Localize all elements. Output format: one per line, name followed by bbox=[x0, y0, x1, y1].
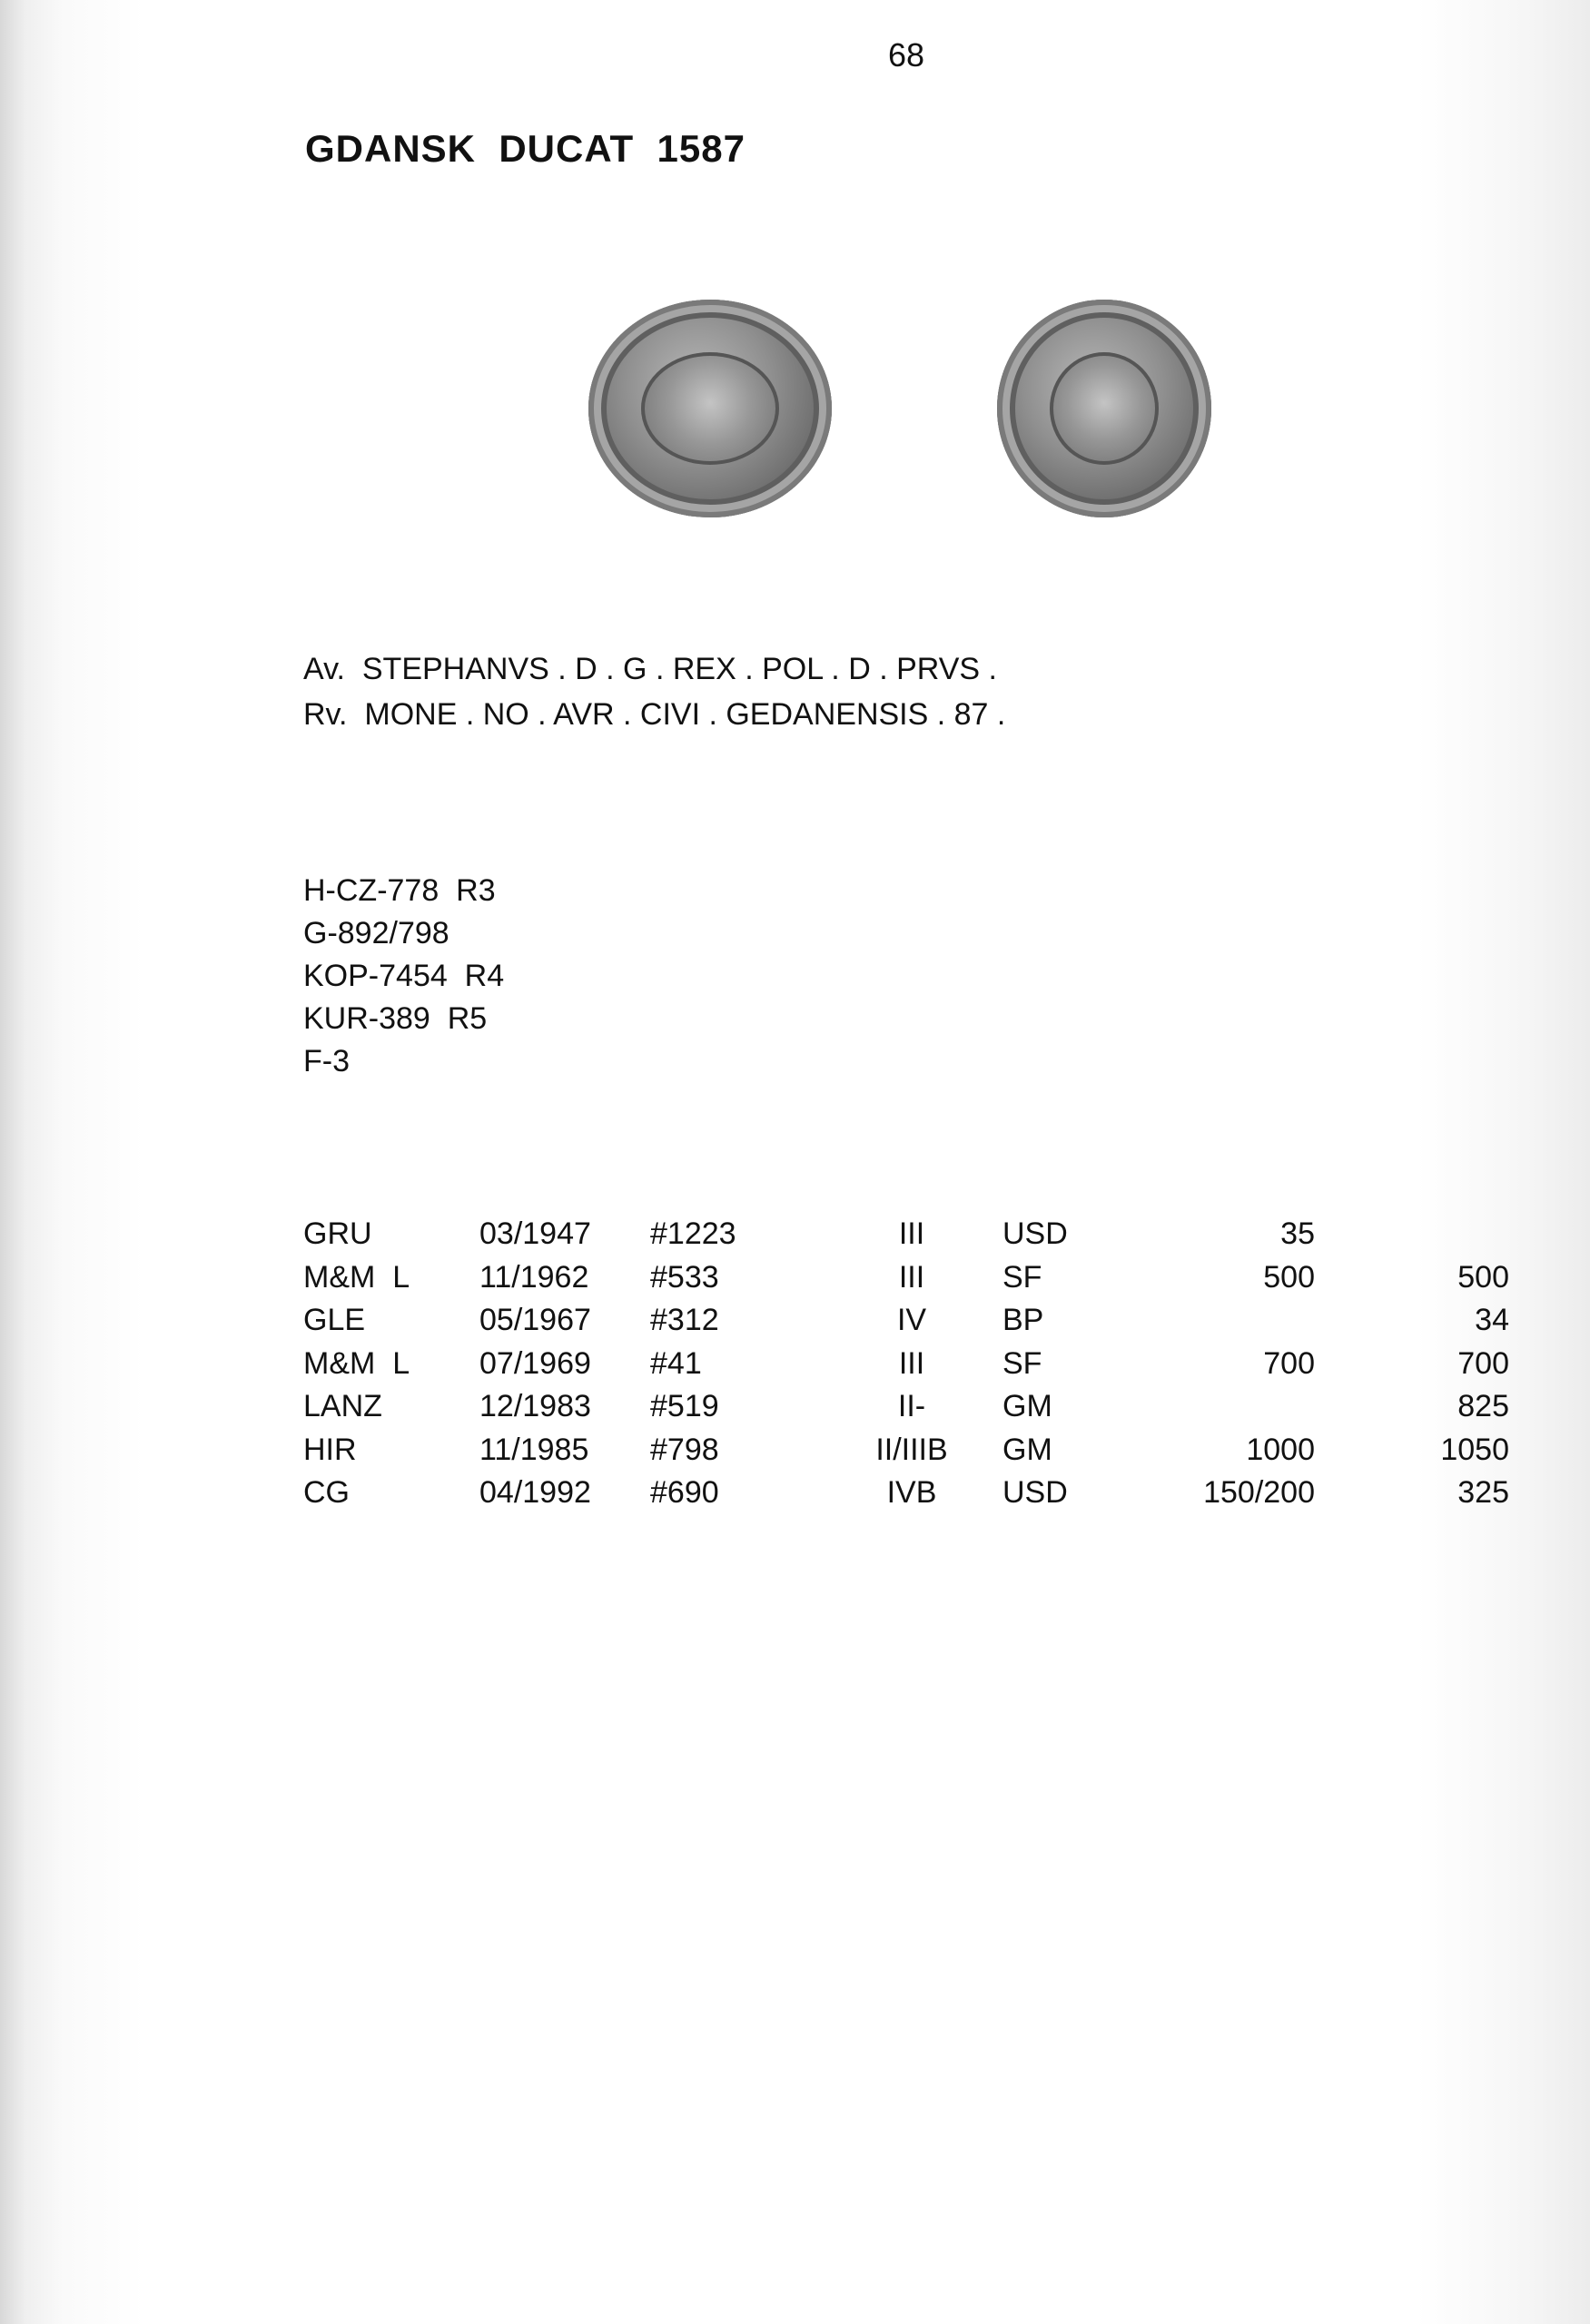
lot-number: #41 bbox=[650, 1345, 702, 1381]
currency: USD bbox=[1002, 1475, 1068, 1510]
currency: SF bbox=[1002, 1259, 1042, 1295]
estimate: 1000 bbox=[1246, 1432, 1315, 1467]
estimate: 700 bbox=[1263, 1345, 1315, 1381]
grade: IVB bbox=[886, 1475, 937, 1510]
estimate: 35 bbox=[1280, 1216, 1315, 1251]
table-row bbox=[303, 1343, 1511, 1386]
page-number: 68 bbox=[888, 36, 925, 74]
reference-item: G-892/798 bbox=[303, 916, 449, 950]
coin-reverse-image bbox=[997, 300, 1211, 517]
realized-price: 1050 bbox=[1440, 1432, 1509, 1467]
sale-date: 07/1969 bbox=[479, 1345, 591, 1381]
reference-item: KUR-389 R5 bbox=[303, 1001, 488, 1036]
lot-number: #1223 bbox=[650, 1216, 736, 1251]
realized-price: 500 bbox=[1457, 1259, 1509, 1295]
auction-house: LANZ bbox=[303, 1389, 382, 1423]
table-row bbox=[303, 1299, 1511, 1343]
lot-number: #533 bbox=[650, 1259, 719, 1295]
reference-item: H-CZ-778 R3 bbox=[303, 873, 496, 908]
reference-item: KOP-7454 R4 bbox=[303, 959, 505, 993]
realized-price: 325 bbox=[1457, 1475, 1509, 1510]
currency: BP bbox=[1002, 1303, 1044, 1337]
estimate: 150/200 bbox=[1203, 1475, 1315, 1510]
grade: III bbox=[898, 1345, 925, 1381]
table-row bbox=[303, 1429, 1511, 1472]
page-title: GDANSK DUCAT 1587 bbox=[305, 127, 746, 170]
estimate: 500 bbox=[1263, 1259, 1315, 1295]
table-row bbox=[303, 1385, 1511, 1429]
currency: USD bbox=[1002, 1216, 1068, 1251]
auction-house: M&M L bbox=[303, 1345, 410, 1381]
auction-house: M&M L bbox=[303, 1259, 410, 1295]
lot-number: #312 bbox=[650, 1303, 719, 1337]
grade: II/IIIB bbox=[875, 1432, 948, 1467]
grade: III bbox=[898, 1216, 925, 1251]
grade: IV bbox=[896, 1303, 927, 1337]
sale-date: 03/1947 bbox=[479, 1216, 591, 1251]
grade: II- bbox=[897, 1389, 926, 1423]
sale-date: 12/1983 bbox=[479, 1389, 591, 1423]
auction-sales-table bbox=[303, 1213, 1511, 1515]
reference-item: F-3 bbox=[303, 1044, 350, 1078]
sale-date: 04/1992 bbox=[479, 1475, 591, 1510]
reverse-legend: Rv. MONE . NO . AVR . CIVI . GEDANENSIS . 87 . bbox=[303, 697, 1006, 732]
currency: GM bbox=[1002, 1389, 1052, 1423]
reference-list bbox=[303, 870, 504, 1083]
realized-price: 825 bbox=[1457, 1389, 1509, 1423]
table-row bbox=[303, 1213, 1511, 1256]
coin-obverse-image bbox=[588, 300, 832, 517]
lot-number: #519 bbox=[650, 1389, 719, 1423]
realized-price: 700 bbox=[1457, 1345, 1509, 1381]
sale-date: 11/1985 bbox=[479, 1432, 589, 1467]
auction-house: HIR bbox=[303, 1432, 357, 1467]
auction-house: GLE bbox=[303, 1303, 366, 1337]
auction-house: CG bbox=[303, 1475, 350, 1510]
table-row bbox=[303, 1256, 1511, 1300]
realized-price: 34 bbox=[1475, 1303, 1509, 1337]
table-row bbox=[303, 1472, 1511, 1515]
auction-house: GRU bbox=[303, 1216, 372, 1251]
sale-date: 11/1962 bbox=[479, 1259, 589, 1295]
lot-number: #690 bbox=[650, 1475, 719, 1510]
grade: III bbox=[898, 1259, 925, 1295]
obverse-legend: Av. STEPHANVS . D . G . REX . POL . D . PRVS . bbox=[303, 652, 997, 686]
lot-number: #798 bbox=[650, 1432, 719, 1467]
currency: GM bbox=[1002, 1432, 1052, 1467]
currency: SF bbox=[1002, 1345, 1042, 1381]
sale-date: 05/1967 bbox=[479, 1303, 591, 1337]
